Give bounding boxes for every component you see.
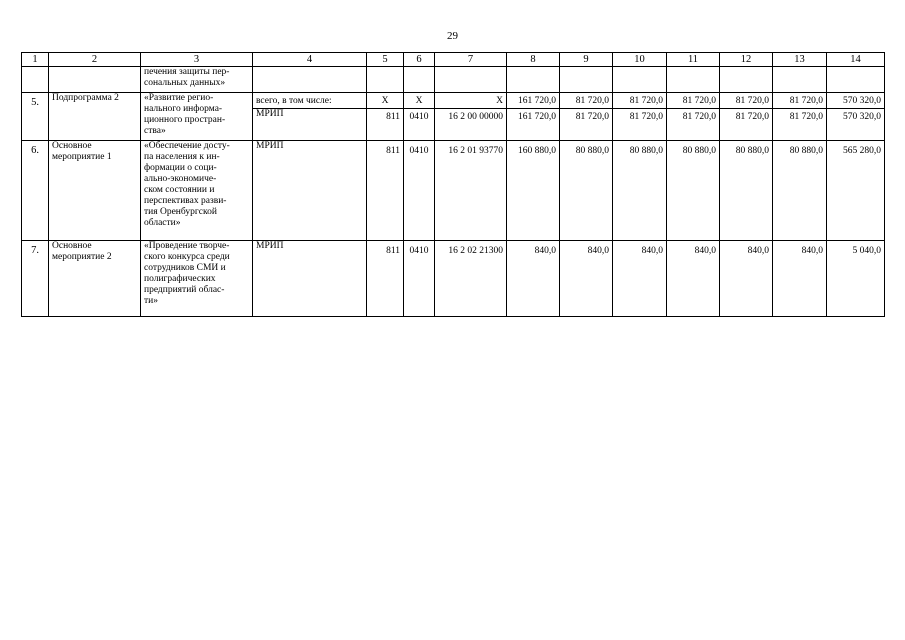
executor-cell: МРИП (253, 141, 367, 241)
value-cell: 840,0 (773, 241, 827, 317)
empty-cell (827, 67, 885, 93)
value-cell: 80 880,0 (560, 141, 613, 241)
activity-name-cell: «Обеспечение досту- па населения к ин- формации о соци- ально-экономиче- ском состоянии и перспективах разви- тия Оренбургской области» (141, 141, 253, 241)
activity-name-cell: «Развитие регио- нального информа- ционного простран- ства» (141, 93, 253, 141)
value-cell: 80 880,0 (720, 141, 773, 241)
value-cell: 81 720,0 (613, 109, 667, 141)
empty-cell (22, 67, 49, 93)
grbs-cell: 811 (367, 109, 404, 141)
csr-cell: Х (435, 93, 507, 109)
executor-cell: МРИП (253, 109, 367, 141)
value-cell: 840,0 (560, 241, 613, 317)
value-cell: 81 720,0 (720, 93, 773, 109)
rzpr-cell: Х (404, 93, 435, 109)
empty-cell (613, 67, 667, 93)
value-cell: 81 720,0 (667, 109, 720, 141)
csr-cell: 16 2 02 21300 (435, 241, 507, 317)
column-number: 4 (253, 53, 367, 67)
rzpr-cell: 0410 (404, 109, 435, 141)
total-cell: 5 040,0 (827, 241, 885, 317)
column-number: 9 (560, 53, 613, 67)
value-cell: 840,0 (720, 241, 773, 317)
value-cell: 840,0 (613, 241, 667, 317)
total-cell: 570 320,0 (827, 93, 885, 109)
budget-table (21, 52, 885, 317)
value-cell: 81 720,0 (667, 93, 720, 109)
column-number: 6 (404, 53, 435, 67)
value-cell: 81 720,0 (720, 109, 773, 141)
row-number: 5. (22, 93, 49, 141)
value-cell: 80 880,0 (773, 141, 827, 241)
column-number: 3 (141, 53, 253, 67)
value-cell: 161 720,0 (507, 93, 560, 109)
value-cell: 161 720,0 (507, 109, 560, 141)
executor-cell: МРИП (253, 241, 367, 317)
status-cell: Основное мероприятие 2 (49, 241, 141, 317)
value-cell: 81 720,0 (560, 93, 613, 109)
total-cell: 570 320,0 (827, 109, 885, 141)
value-cell: 840,0 (507, 241, 560, 317)
value-cell: 840,0 (667, 241, 720, 317)
row-number: 6. (22, 141, 49, 241)
column-number: 8 (507, 53, 560, 67)
table-row (22, 241, 885, 317)
value-cell: 160 880,0 (507, 141, 560, 241)
value-cell: 81 720,0 (773, 93, 827, 109)
column-number: 13 (773, 53, 827, 67)
value-cell: 80 880,0 (613, 141, 667, 241)
grbs-cell: 811 (367, 241, 404, 317)
empty-cell (367, 67, 404, 93)
rzpr-cell: 0410 (404, 141, 435, 241)
page-number: 29 (447, 30, 458, 42)
column-number: 1 (22, 53, 49, 67)
value-cell: 81 720,0 (560, 109, 613, 141)
table-row (22, 93, 885, 109)
empty-cell (560, 67, 613, 93)
continuation-row (22, 67, 885, 93)
empty-cell (253, 67, 367, 93)
empty-cell (720, 67, 773, 93)
status-cell: Подпрограмма 2 (49, 93, 141, 141)
empty-cell (49, 67, 141, 93)
empty-cell (773, 67, 827, 93)
csr-cell: 16 2 01 93770 (435, 141, 507, 241)
column-number-row (22, 53, 885, 67)
grbs-cell: Х (367, 93, 404, 109)
empty-cell (435, 67, 507, 93)
rzpr-cell: 0410 (404, 241, 435, 317)
row-number: 7. (22, 241, 49, 317)
column-number: 2 (49, 53, 141, 67)
grbs-cell: 811 (367, 141, 404, 241)
table-row (22, 141, 885, 241)
column-number: 5 (367, 53, 404, 67)
column-number: 12 (720, 53, 773, 67)
total-cell: 565 280,0 (827, 141, 885, 241)
activity-name-cell: печения защиты пер- сональных данных» (141, 67, 253, 93)
column-number: 11 (667, 53, 720, 67)
activity-name-cell: «Проведение творче- ского конкурса среди сотрудников СМИ и полиграфических предприятий облас- ти» (141, 241, 253, 317)
column-number: 10 (613, 53, 667, 67)
empty-cell (667, 67, 720, 93)
column-number: 7 (435, 53, 507, 67)
status-cell: Основное мероприятие 1 (49, 141, 141, 241)
value-cell: 81 720,0 (773, 109, 827, 141)
empty-cell (404, 67, 435, 93)
value-cell: 80 880,0 (667, 141, 720, 241)
empty-cell (507, 67, 560, 93)
value-cell: 81 720,0 (613, 93, 667, 109)
executor-cell: всего, в том числе: (253, 93, 367, 109)
csr-cell: 16 2 00 00000 (435, 109, 507, 141)
column-number: 14 (827, 53, 885, 67)
